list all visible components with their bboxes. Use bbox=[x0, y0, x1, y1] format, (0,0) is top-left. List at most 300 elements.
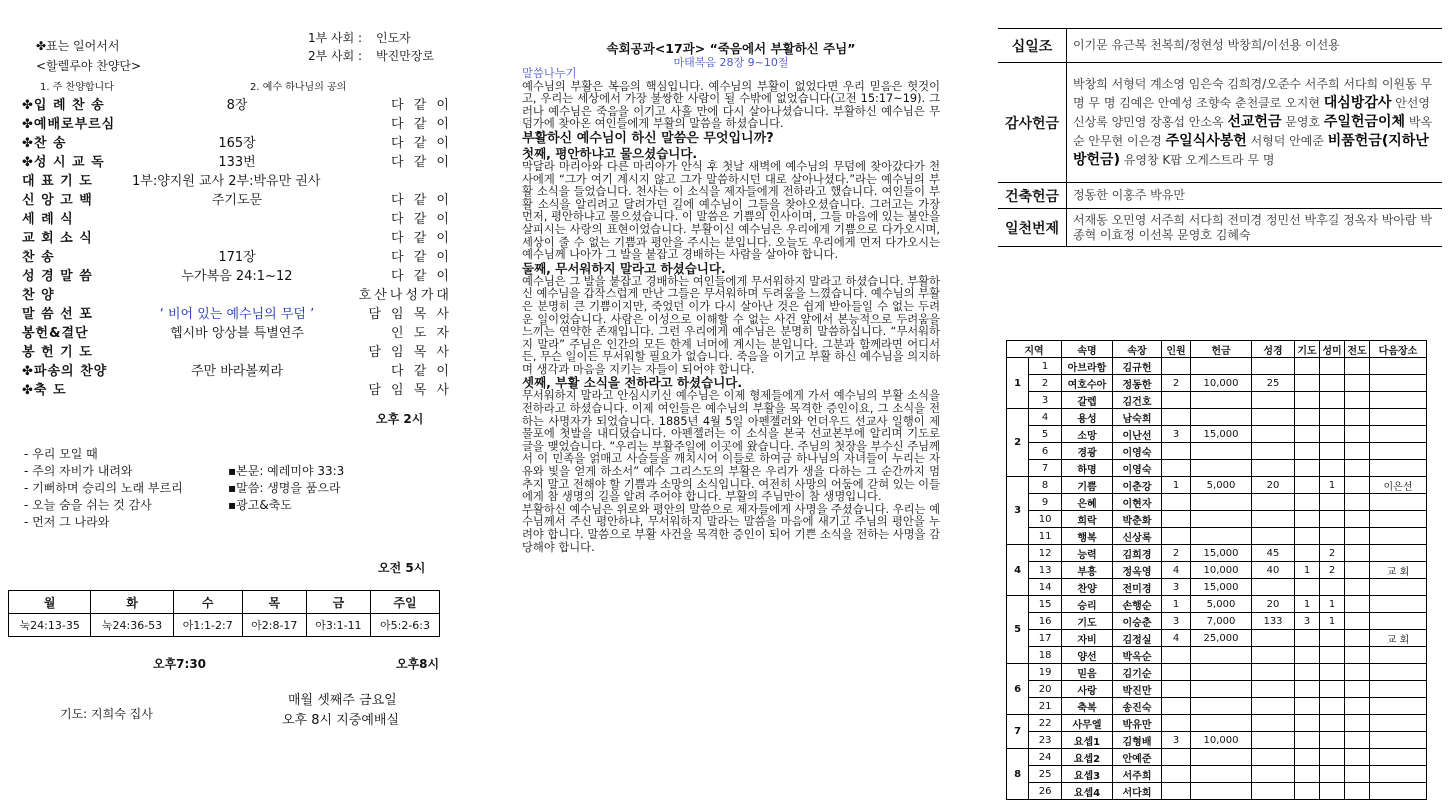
table-row bbox=[1007, 477, 1427, 494]
table-cell: 15 bbox=[1029, 596, 1062, 613]
order-row bbox=[22, 360, 452, 379]
table-cell: 찬양 bbox=[1062, 579, 1113, 596]
table-cell bbox=[1252, 392, 1295, 409]
table-cell bbox=[1370, 426, 1427, 443]
ref-sun: 아5:2-6:3 bbox=[370, 614, 439, 637]
praise-team-title: <할렐루야 찬양단> bbox=[36, 59, 142, 73]
table-cell bbox=[1295, 511, 1320, 528]
opening-label: 말씀나누기 bbox=[522, 67, 577, 80]
table-cell bbox=[1370, 545, 1427, 562]
ref-mon: 눅24:13-35 bbox=[9, 614, 91, 637]
table-cell: 10,000 bbox=[1191, 375, 1252, 392]
table-cell bbox=[1295, 698, 1320, 715]
order-row bbox=[22, 151, 452, 170]
table-cell: 1 bbox=[1320, 596, 1345, 613]
table-cell bbox=[1162, 681, 1191, 698]
table-cell: 2 bbox=[1320, 562, 1345, 579]
region-cell: 4 bbox=[1007, 545, 1029, 596]
table-cell bbox=[1252, 766, 1295, 783]
column-header: 인원 bbox=[1162, 341, 1191, 358]
table-cell: 양선 bbox=[1062, 647, 1113, 664]
order-item-leader: 담 임 목 사 bbox=[368, 307, 452, 322]
order-row bbox=[22, 227, 452, 246]
table-cell bbox=[1252, 630, 1295, 647]
table-cell bbox=[1370, 579, 1427, 596]
table-cell bbox=[1191, 443, 1252, 460]
table-cell: 9 bbox=[1029, 494, 1062, 511]
order-item-leader: 호산나성가대 bbox=[358, 288, 452, 303]
table-cell bbox=[1320, 715, 1345, 732]
table-cell: 8 bbox=[1029, 477, 1062, 494]
table-row bbox=[1007, 528, 1427, 545]
table-cell: 경광 bbox=[1062, 443, 1113, 460]
table-cell: 손행순 bbox=[1113, 596, 1162, 613]
table-cell: 4 bbox=[1029, 409, 1062, 426]
table-cell: 정옥영 bbox=[1113, 562, 1162, 579]
column-header: 다음장소 bbox=[1370, 341, 1427, 358]
table-cell bbox=[1320, 579, 1345, 596]
order-item-leader: 다 같 이 bbox=[391, 231, 452, 246]
table-cell bbox=[1191, 783, 1252, 800]
table-cell: 박진만 bbox=[1113, 681, 1162, 698]
table-cell bbox=[1345, 545, 1370, 562]
order-item-name: ✤축 도 bbox=[22, 383, 67, 398]
table-cell: 15,000 bbox=[1191, 426, 1252, 443]
table-cell bbox=[1252, 698, 1295, 715]
table-cell bbox=[1345, 596, 1370, 613]
day-fri: 금 bbox=[306, 591, 370, 614]
order-row bbox=[22, 246, 452, 265]
table-cell: 요셉4 bbox=[1062, 783, 1113, 800]
offering-names-segment: 박창희 서형덕 계소영 임은숙 김희경/오준수 서주희 서다희 이원동 무 명 무 명 김예은 안예성 조향숙 춘천클로 오지현 bbox=[1073, 77, 1433, 110]
table-cell: 3 bbox=[1162, 579, 1191, 596]
column-header: 성미 bbox=[1320, 341, 1345, 358]
offering-category: 주일헌금이체 bbox=[1323, 114, 1406, 130]
order-item-detail: ‘ 비어 있는 예수님의 무덤 ’ bbox=[159, 307, 315, 322]
table-cell bbox=[1252, 528, 1295, 545]
table-cell: 1 bbox=[1320, 477, 1345, 494]
order-item-leader: 다 같 이 bbox=[391, 212, 452, 227]
table-cell: 5 bbox=[1029, 426, 1062, 443]
table-cell: 20 bbox=[1252, 477, 1295, 494]
table-cell: 22 bbox=[1029, 715, 1062, 732]
table-cell: 13 bbox=[1029, 562, 1062, 579]
table-cell bbox=[1162, 698, 1191, 715]
table-cell bbox=[1252, 358, 1295, 375]
order-item-leader: 다 같 이 bbox=[391, 117, 452, 132]
region-cell: 2 bbox=[1007, 409, 1029, 477]
table-cell: 19 bbox=[1029, 664, 1062, 681]
day-thu: 목 bbox=[242, 591, 306, 614]
table-cell bbox=[1295, 630, 1320, 647]
order-item-name: 대 표 기 도 bbox=[22, 174, 93, 189]
table-cell bbox=[1295, 545, 1320, 562]
order-row bbox=[22, 170, 452, 189]
table-cell bbox=[1191, 664, 1252, 681]
order-row bbox=[22, 265, 452, 284]
table-cell: 1 bbox=[1162, 477, 1191, 494]
table-cell bbox=[1345, 477, 1370, 494]
offering-table bbox=[998, 28, 1442, 247]
table-cell: 16 bbox=[1029, 613, 1062, 630]
order-item-name: ✤입 례 찬 송 bbox=[22, 98, 105, 113]
table-cell: 교 회 bbox=[1370, 630, 1427, 647]
table-cell bbox=[1370, 358, 1427, 375]
table-cell bbox=[1162, 443, 1191, 460]
ref-wed: 아1:1-2:7 bbox=[173, 614, 242, 637]
offering-names: 이기문 유근복 천복희/정현성 박창희/이선용 이선용 bbox=[1067, 29, 1443, 63]
table-cell bbox=[1370, 511, 1427, 528]
offering-names: 정동한 이홍주 박유만 bbox=[1067, 183, 1443, 209]
table-cell bbox=[1370, 766, 1427, 783]
order-item-name: ✤성 시 교 독 bbox=[22, 155, 105, 170]
weekly-reading-table bbox=[8, 590, 440, 637]
table-cell bbox=[1345, 426, 1370, 443]
table-cell bbox=[1252, 664, 1295, 681]
offering-names: 서재동 오민영 서주희 서다희 전미경 정민선 박후길 정옥자 박아람 박종혁 이효정 이선복 문영호 김혜숙 bbox=[1067, 209, 1443, 247]
table-cell bbox=[1370, 647, 1427, 664]
order-item-name: 세 례 식 bbox=[22, 212, 74, 227]
order-row bbox=[22, 284, 452, 303]
pm8-label: 오후8시 bbox=[396, 657, 440, 671]
order-item-detail: 171장 bbox=[218, 250, 256, 265]
pm2-song: - 주의 자비가 내려와 bbox=[24, 464, 133, 478]
table-row bbox=[1007, 375, 1427, 392]
table-cell bbox=[1370, 732, 1427, 749]
table-cell: 이승춘 bbox=[1113, 613, 1162, 630]
table-cell bbox=[1252, 426, 1295, 443]
table-cell: 7,000 bbox=[1191, 613, 1252, 630]
table-cell: 박춘화 bbox=[1113, 511, 1162, 528]
table-cell: 2 bbox=[1029, 375, 1062, 392]
order-item-name: 교 회 소 식 bbox=[22, 231, 93, 246]
sermon-reference: 마태복음 28장 9~10절 bbox=[673, 56, 789, 69]
table-row bbox=[1007, 766, 1427, 783]
table-row bbox=[1007, 511, 1427, 528]
offering-category: 비품헌금(지하난방헌금) bbox=[1073, 133, 1429, 168]
table-cell bbox=[1191, 528, 1252, 545]
ref-fri: 아3:1-11 bbox=[306, 614, 370, 637]
table-cell bbox=[1295, 443, 1320, 460]
table-cell bbox=[1345, 528, 1370, 545]
table-cell: 133 bbox=[1252, 613, 1295, 630]
order-row bbox=[22, 208, 452, 227]
table-cell: 26 bbox=[1029, 783, 1062, 800]
table-cell: 11 bbox=[1029, 528, 1062, 545]
offering-label: 십일조 bbox=[998, 29, 1067, 63]
point-heading: 둘째, 무서워하지 말라고 하셨습니다. bbox=[522, 260, 726, 276]
table-row bbox=[1007, 443, 1427, 460]
day-sun: 주일 bbox=[370, 591, 439, 614]
day-tue: 화 bbox=[91, 591, 173, 614]
table-row bbox=[1007, 647, 1427, 664]
table-cell: 희락 bbox=[1062, 511, 1113, 528]
table-cell: 3 bbox=[1295, 613, 1320, 630]
table-cell: 이난선 bbox=[1113, 426, 1162, 443]
table-cell: 남숙희 bbox=[1113, 409, 1162, 426]
table-cell bbox=[1345, 409, 1370, 426]
table-cell bbox=[1320, 426, 1345, 443]
table-row bbox=[1007, 715, 1427, 732]
offering-label: 건축헌금 bbox=[998, 183, 1067, 209]
table-cell: 12 bbox=[1029, 545, 1062, 562]
table-cell bbox=[1370, 596, 1427, 613]
table-cell bbox=[1252, 783, 1295, 800]
table-cell: 1 bbox=[1162, 596, 1191, 613]
table-cell bbox=[1252, 749, 1295, 766]
table-cell bbox=[1320, 494, 1345, 511]
offering-category: 주일식사봉헌 bbox=[1165, 133, 1247, 149]
column-header: 성경 bbox=[1252, 341, 1295, 358]
table-cell: 15,000 bbox=[1191, 545, 1252, 562]
table-cell bbox=[1295, 783, 1320, 800]
offering-label: 일천번제 bbox=[998, 209, 1067, 247]
offering-category: 선교헌금 bbox=[1227, 114, 1282, 130]
order-item-detail: 주만 바라볼찌라 bbox=[190, 364, 284, 379]
table-row bbox=[1007, 630, 1427, 647]
table-cell bbox=[1295, 647, 1320, 664]
table-row bbox=[1007, 613, 1427, 630]
table-cell: 아브라함 bbox=[1062, 358, 1113, 375]
table-cell bbox=[1252, 579, 1295, 596]
order-item-detail: 1부:양지원 교사 2부:박유만 권사 bbox=[132, 174, 321, 189]
offering-label: 감사헌금 bbox=[998, 63, 1067, 183]
table-cell bbox=[1345, 698, 1370, 715]
table-cell bbox=[1345, 749, 1370, 766]
table-cell: 24 bbox=[1029, 749, 1062, 766]
table-cell: 요셉1 bbox=[1062, 732, 1113, 749]
table-cell bbox=[1162, 664, 1191, 681]
table-cell: 5,000 bbox=[1191, 477, 1252, 494]
order-item-name: ✤파송의 찬양 bbox=[22, 364, 108, 379]
order-item-leader: 다 같 이 bbox=[391, 136, 452, 151]
friday-schedule: 매월 셋째주 금요일 bbox=[288, 693, 397, 708]
table-cell bbox=[1162, 783, 1191, 800]
table-cell bbox=[1345, 783, 1370, 800]
table-cell bbox=[1295, 409, 1320, 426]
table-row bbox=[1007, 409, 1427, 426]
table-row bbox=[1007, 698, 1427, 715]
order-row bbox=[22, 379, 452, 398]
table-cell: 기쁨 bbox=[1062, 477, 1113, 494]
table-row bbox=[1007, 596, 1427, 613]
table-cell: 사무엘 bbox=[1062, 715, 1113, 732]
table-cell bbox=[1252, 494, 1295, 511]
table-row bbox=[1007, 562, 1427, 579]
offering-names-segment: 유영창 K팝 오게스트라 무 명 bbox=[1119, 153, 1275, 167]
table-cell bbox=[1370, 494, 1427, 511]
host1-label: 1부 사회 : bbox=[308, 31, 363, 45]
pm2-song: - 기뻐하며 승리의 노래 부르리 bbox=[24, 481, 183, 495]
order-item-detail: 누가복음 24:1~12 bbox=[181, 269, 293, 284]
table-cell: 3 bbox=[1162, 732, 1191, 749]
pm730-label: 오후7:30 bbox=[153, 657, 207, 671]
table-cell bbox=[1370, 443, 1427, 460]
table-cell bbox=[1345, 664, 1370, 681]
table-cell: 25 bbox=[1029, 766, 1062, 783]
table-cell bbox=[1320, 630, 1345, 647]
order-item-name: 봉헌&결단 bbox=[22, 326, 89, 341]
table-cell bbox=[1320, 443, 1345, 460]
paragraph: 부활하신 예수님은 위로와 평안의 말씀으로 제자들에게 사명을 주셨습니다. 우리는 예수님께서 주신 평안하냐, 무서워하지 말라는 말씀을 마음에 새기고 주님의 평안을 누려야 합니다. 말씀으로 부활 사건을 목격한 증인이 되어 기쁜 소식을 전하는 사명을 감당해야 합니다. bbox=[522, 502, 940, 554]
table-cell bbox=[1162, 715, 1191, 732]
table-cell: 행복 bbox=[1062, 528, 1113, 545]
table-cell bbox=[1295, 681, 1320, 698]
paragraph: 막달라 마리아와 다른 마리아가 안식 후 첫날 새벽에 예수님의 무덤에 찾아갔다가 천사에게 “그가 여기 계시지 않고 그가 말씀하시던 대로 살아나셨다.”라는 예수님의 부활 소식을 들었습니다. 천사는 이 소식을 제자들에게 전하라고 했습니다. 여인들이 부활 소식을 알리려고 달려가던 길에 예수님이 그들을 찾아오셨습니다. 그러고는 가장 먼저, 평안하냐고 물으셨습니다. 이 말씀은 기쁨의 인사이며, 그들 마음에 있는 불안을 살피시는 사랑의 표현이었습니다. 부활이신 예수님은 우리에게 기쁨으로 다가오시며, 세상이 줄 수 없는 기쁨과 평안을 주시는 분입니다. 오늘도 우리에게 먼저 다가오시는 예수님께 나아가 그 발을 붙잡고 경배하는 사람을 살아야 합니다. bbox=[522, 159, 940, 262]
am5-label: 오전 5시 bbox=[378, 561, 426, 575]
table-cell: 김건호 bbox=[1113, 392, 1162, 409]
table-cell bbox=[1295, 664, 1320, 681]
table-cell: 23 bbox=[1029, 732, 1062, 749]
table-cell bbox=[1370, 409, 1427, 426]
table-cell bbox=[1295, 392, 1320, 409]
table-cell bbox=[1370, 783, 1427, 800]
order-item-detail: 133번 bbox=[218, 155, 256, 170]
table-cell bbox=[1370, 613, 1427, 630]
table-cell bbox=[1370, 681, 1427, 698]
order-item-detail: 8장 bbox=[226, 98, 248, 113]
table-cell: 10,000 bbox=[1191, 562, 1252, 579]
table-cell: 박유만 bbox=[1113, 715, 1162, 732]
table-row bbox=[1007, 681, 1427, 698]
order-item-name: 찬 양 bbox=[22, 288, 55, 303]
table-cell bbox=[1252, 443, 1295, 460]
table-cell bbox=[1320, 392, 1345, 409]
order-item-name: 봉 헌 기 도 bbox=[22, 345, 93, 360]
table-cell bbox=[1320, 647, 1345, 664]
order-item-leader: 다 같 이 bbox=[391, 98, 452, 113]
paragraph: 무서워하지 말라고 안심시키신 예수님은 이제 형제들에게 가서 예수님의 부활 소식을 전하라고 하셨습니다. 이제 여인들은 예수님의 부활을 목격한 증인이요, 그 소식을 전하는 사명자가 되었습니다. 1885년 4월 5일 아펜젤러와 언더우드 선교사 일행이 제물포에 첫발을 내디뎠습니다. 아펜젤러는 이 소식을 본국 선교본부에 알리며 기도로 글을 맺었습니다. “우리는 부활주일에 이곳에 왔습니다. 주님의 첫장을 부수신 주님께서 이 민족을 얽매고 사슬들을 깨치시어 이들로 하여금 하나님의 자녀들이 누리는 자유와 빛을 얻게 하소서” 예수 그리스도의 부활은 우리가 생을 다하는 그 순간까지 멈추지 말고 전해야 할 기쁨과 소망의 소식입니다. 여전히 사망의 어둠에 갇혀 있는 이들에게 참 생명의 길을 알려 주어야 합니다. 부활의 주님만이 참 생명입니다. bbox=[522, 389, 940, 504]
table-cell bbox=[1252, 681, 1295, 698]
region-cell: 3 bbox=[1007, 477, 1029, 545]
table-cell: 이은선 bbox=[1370, 477, 1427, 494]
table-cell: 정동한 bbox=[1113, 375, 1162, 392]
table-cell bbox=[1370, 715, 1427, 732]
offering-names-segment: 문영호 bbox=[1281, 115, 1324, 129]
pm2-song: - 우리 모일 때 bbox=[24, 447, 98, 461]
table-cell: 자비 bbox=[1062, 630, 1113, 647]
table-cell: 40 bbox=[1252, 562, 1295, 579]
table-cell bbox=[1295, 358, 1320, 375]
table-cell bbox=[1162, 409, 1191, 426]
table-cell: 10 bbox=[1029, 511, 1062, 528]
table-cell bbox=[1295, 715, 1320, 732]
table-cell bbox=[1345, 613, 1370, 630]
table-cell: 하명 bbox=[1062, 460, 1113, 477]
order-row bbox=[22, 322, 452, 341]
table-cell: 45 bbox=[1252, 545, 1295, 562]
table-cell: 3 bbox=[1162, 613, 1191, 630]
table-cell: 15,000 bbox=[1191, 579, 1252, 596]
table-cell: 전미경 bbox=[1113, 579, 1162, 596]
table-cell bbox=[1252, 647, 1295, 664]
table-cell bbox=[1345, 579, 1370, 596]
table-row bbox=[1007, 358, 1427, 375]
table-cell: 안예준 bbox=[1113, 749, 1162, 766]
table-cell bbox=[1191, 494, 1252, 511]
table-cell bbox=[1320, 681, 1345, 698]
table-cell bbox=[1162, 358, 1191, 375]
order-item-leader: 다 같 이 bbox=[391, 250, 452, 265]
region-cell: 5 bbox=[1007, 596, 1029, 664]
table-cell: 20 bbox=[1029, 681, 1062, 698]
table-cell bbox=[1252, 409, 1295, 426]
table-cell bbox=[1295, 528, 1320, 545]
order-row bbox=[22, 341, 452, 360]
paragraph: 예수님의 부활은 복음의 핵심입니다. 예수님의 부활이 없었다면 우리 믿음은 헛것이고, 우리는 세상에서 가장 불쌍한 사람이 될 수밖에 없었습니다(고전 15:17~19). 그러나 예수님은 죽음을 이기고 사흘 만에 다시 살아나셨습니다. 부활하신 예수님은 무덤가에 찾아온 여인들에게 부활의 말씀을 하셨습니다. bbox=[522, 79, 940, 131]
pm2-message: ▪말씀: 생명을 품으라 bbox=[228, 481, 341, 495]
table-cell bbox=[1370, 698, 1427, 715]
table-cell bbox=[1370, 460, 1427, 477]
table-cell: 사랑 bbox=[1062, 681, 1113, 698]
table-cell bbox=[1370, 375, 1427, 392]
table-cell bbox=[1252, 511, 1295, 528]
table-cell bbox=[1191, 766, 1252, 783]
paragraph: 예수님은 그 발을 붙잡고 경배하는 여인들에게 무서워하지 말라고 하셨습니다. 부활하신 예수님을 갑작스럽게 만난 그들은 무서워하며 두려움을 느꼈습니다. 예수님의 부활은 분명히 큰 기쁨이지만, 죽었던 이가 다시 살아난 것은 쉽게 받아들일 수 없는 두려운 일이었습니다. 사람은 이성으로 이해할 수 없는 사건 앞에서 본능적으로 두려움을 느끼는 연약한 존재입니다. 그런 우리에게 예수님은 분명히 말씀하십니다. “무서워하지 말라” 주님은 인간의 모든 한계 너머에 계시는 분입니다. 그분과 함께라면 어디서든, 무슨 일이든 무서워할 필요가 없습니다. 죽음을 이기고 부활 하신 예수님을 의지하며 생각과 마음을 지키는 자들이 되어야 합니다. bbox=[522, 274, 940, 376]
pm2-announce: ▪광고&축도 bbox=[228, 498, 292, 512]
table-cell: 박옥순 bbox=[1113, 647, 1162, 664]
table-cell bbox=[1295, 494, 1320, 511]
ref-tue: 눅24:36-53 bbox=[91, 614, 173, 637]
sermon-body bbox=[522, 68, 940, 554]
table-cell bbox=[1191, 647, 1252, 664]
table-cell: 2 bbox=[1162, 375, 1191, 392]
table-row bbox=[1007, 426, 1427, 443]
table-cell: 2 bbox=[1320, 545, 1345, 562]
table-cell bbox=[1345, 647, 1370, 664]
table-row bbox=[1007, 783, 1427, 800]
table-cell: 이영숙 bbox=[1113, 443, 1162, 460]
order-item-leader: 다 같 이 bbox=[391, 364, 452, 379]
table-cell bbox=[1320, 664, 1345, 681]
table-cell bbox=[1320, 511, 1345, 528]
order-item-leader: 다 같 이 bbox=[391, 269, 452, 284]
column-header: 속명 bbox=[1062, 341, 1113, 358]
table-cell bbox=[1191, 511, 1252, 528]
table-row bbox=[1007, 579, 1427, 596]
table-cell bbox=[1162, 766, 1191, 783]
table-cell bbox=[1320, 358, 1345, 375]
column-header: 전도 bbox=[1345, 341, 1370, 358]
order-item-name: 찬 송 bbox=[22, 250, 55, 265]
table-cell: 능력 bbox=[1062, 545, 1113, 562]
table-cell bbox=[1345, 392, 1370, 409]
region-cell: 8 bbox=[1007, 749, 1029, 800]
table-cell bbox=[1320, 732, 1345, 749]
table-cell: 25 bbox=[1252, 375, 1295, 392]
table-cell bbox=[1191, 358, 1252, 375]
table-cell: 교 회 bbox=[1370, 562, 1427, 579]
table-cell: 요셉2 bbox=[1062, 749, 1113, 766]
table-cell: 2 bbox=[1162, 545, 1191, 562]
table-cell bbox=[1320, 528, 1345, 545]
table-cell: 부흥 bbox=[1062, 562, 1113, 579]
table-cell: 1 bbox=[1295, 596, 1320, 613]
pm2-text: ▪본문: 예레미야 33:3 bbox=[228, 464, 345, 478]
table-cell: 1 bbox=[1320, 613, 1345, 630]
table-cell bbox=[1162, 749, 1191, 766]
table-cell: 소망 bbox=[1062, 426, 1113, 443]
region-cell: 6 bbox=[1007, 664, 1029, 715]
table-cell bbox=[1370, 749, 1427, 766]
table-cell: 25,000 bbox=[1191, 630, 1252, 647]
table-cell: 6 bbox=[1029, 443, 1062, 460]
table-cell bbox=[1162, 647, 1191, 664]
table-cell bbox=[1252, 715, 1295, 732]
table-cell: 김형배 bbox=[1113, 732, 1162, 749]
table-cell bbox=[1162, 392, 1191, 409]
table-cell bbox=[1191, 698, 1252, 715]
